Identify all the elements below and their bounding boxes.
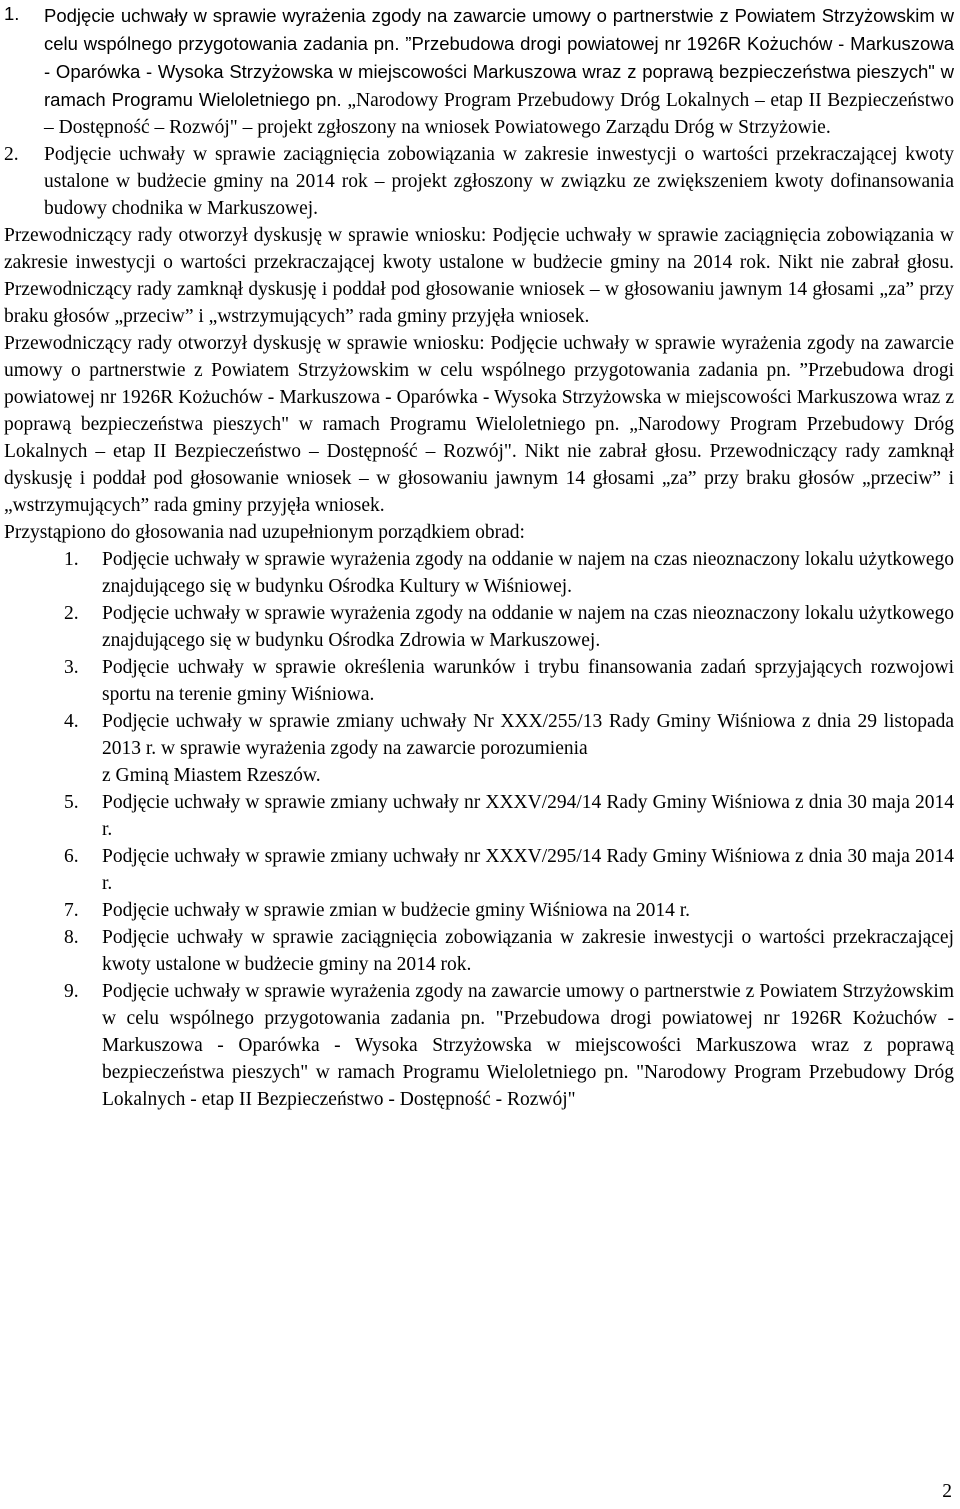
- item-number: 1.: [4, 3, 20, 24]
- item-text-serif: „Narodowy Program Przebudowy Dróg Lokalnych – etap II Bezpieczeństwo – Dostępność – Rozwój" – projekt zgłoszony na wniosek Powiatowego Zarządu Dróg w Strzyżowie.: [44, 90, 954, 138]
- item-text: Podjęcie uchwały w sprawie wyrażenia zgody na oddanie w najem na czas nieoznaczony lokalu użytkowego znajdującego się w budynku Ośrodka Zdrowia w Markuszowej.: [102, 603, 954, 651]
- page-number: 2: [942, 1481, 952, 1502]
- agenda-item-9: [64, 978, 954, 1113]
- agenda-item-5: [64, 789, 954, 843]
- item-text: Podjęcie uchwały w sprawie zmian w budżecie gminy Wiśniowa na 2014 r.: [102, 900, 691, 921]
- item-number: 1.: [64, 549, 79, 570]
- paragraph-discussion-2: Przewodniczący rady otworzył dyskusję w sprawie wniosku: Podjęcie uchwały w sprawie wyrażenia zgody na zawarcie umowy o partnerstwie z Powiatem Strzyżowskim w celu wspólnego przygotowania zadania pn. ”Przebudowa drogi powiatowej nr 1926R Kożuchów - Markuszowa - Oparówka - Wysoka Strzyżowska w miejscowości Markuszowa wraz z poprawą bezpieczeństwa pieszych" w ramach Programu Wieloletniego pn. „Narodowy Program Przebudowy Dróg Lokalnych – etap II Bezpieczeństwo – Dostępność – Rozwój". Nikt nie zabrał głosu. Przewodniczący rady zamknął dyskusję i poddał pod głosowanie wniosek – w głosowaniu jawnym 14 głosami „za” przy braku głosów „przeciw” i „wstrzymujących” rada gminy przyjęła wniosek.: [4, 333, 954, 516]
- paragraph-agenda-intro: Przystąpiono do głosowania nad uzupełnionym porządkiem obrad:: [4, 522, 525, 543]
- agenda-item-3: [64, 654, 954, 708]
- item-number: 9.: [64, 981, 79, 1002]
- item-number: 2.: [64, 603, 79, 624]
- top-item-1: [4, 0, 954, 141]
- item-number: 7.: [64, 900, 79, 921]
- item-number: 4.: [64, 711, 79, 732]
- item-number: 6.: [64, 846, 79, 867]
- item-text: Podjęcie uchwały w sprawie zmiany uchwały nr XXXV/295/14 Rady Gminy Wiśniowa z dnia 30 maja 2014 r.: [102, 846, 954, 894]
- item-text-continuation: z Gminą Miastem Rzeszów.: [102, 765, 321, 786]
- agenda-item-8: [64, 924, 954, 978]
- paragraph-discussion-1: Przewodniczący rady otworzył dyskusję w sprawie wniosku: Podjęcie uchwały w sprawie zaciągnięcia zobowiązania w zakresie inwestycji o wartości przekraczającej kwoty ustalone w budżecie gminy na 2014 rok. Nikt nie zabrał głosu. Przewodniczący rady zamknął dyskusję i poddał pod głosowanie wniosek – w głosowaniu jawnym 14 głosami „za” przy braku głosów „przeciw” i „wstrzymujących” rada gminy przyjęła wniosek.: [4, 225, 954, 327]
- item-number: 3.: [64, 657, 79, 678]
- agenda-item-4: [64, 708, 954, 789]
- item-text: Podjęcie uchwały w sprawie zaciągnięcia zobowiązania w zakresie inwestycji o wartości przekraczającej kwoty ustalone w budżecie gminy na 2014 rok.: [102, 927, 954, 975]
- item-text: Podjęcie uchwały w sprawie zmiany uchwały nr XXXV/294/14 Rady Gminy Wiśniowa z dnia 30 maja 2014 r.: [102, 792, 954, 840]
- item-number: 8.: [64, 927, 79, 948]
- agenda-item-7: [64, 897, 954, 924]
- agenda-item-1: [64, 546, 954, 600]
- item-text: Podjęcie uchwały w sprawie określenia warunków i trybu finansowania zadań sprzyjających rozwojowi sportu na terenie gminy Wiśniowa.: [102, 657, 954, 705]
- agenda-item-6: [64, 843, 954, 897]
- item-text: Podjęcie uchwały w sprawie zmiany uchwały Nr XXX/255/13 Rady Gminy Wiśniowa z dnia 29 listopada 2013 r. w sprawie wyrażenia zgody na zawarcie porozumienia: [102, 711, 954, 759]
- agenda-item-2: [64, 600, 954, 654]
- item-number: 5.: [64, 792, 79, 813]
- item-number: 2.: [4, 144, 19, 165]
- item-text: Podjęcie uchwały w sprawie zaciągnięcia zobowiązania w zakresie inwestycji o wartości przekraczającej kwoty ustalone w budżecie gminy na 2014 rok – projekt zgłoszony w związku ze zwiększeniem kwoty dofinansowania budowy chodnika w Markuszowej.: [44, 144, 954, 219]
- top-item-2: [4, 141, 954, 222]
- item-text: Podjęcie uchwały w sprawie wyrażenia zgody na oddanie w najem na czas nieoznaczony lokalu użytkowego znajdującego się w budynku Ośrodka Kultury w Wiśniowej.: [102, 549, 954, 597]
- item-text: Podjęcie uchwały w sprawie wyrażenia zgody na zawarcie umowy o partnerstwie z Powiatem Strzyżowskim w celu wspólnego przygotowania zadania pn. "Przebudowa drogi powiatowej nr 1926R Kożuchów - Markuszowa - Oparówka - Wysoka Strzyżowska w miejscowości Markuszowa wraz z poprawą bezpieczeństwa pieszych" w ramach Programu Wieloletniego pn. "Narodowy Program Przebudowy Dróg Lokalnych - etap II Bezpieczeństwo - Dostępność - Rozwój": [102, 981, 954, 1110]
- item-text-sans: Podjęcie uchwały w sprawie wyrażenia zgody na zawarcie umowy o partnerstwie z Powiatem Strzyżowskim w celu wspólnego przygotowania zadania pn. ”Przebudowa drogi powiatowej nr 1926R Kożuchów - Markuszowa - Oparówka - Wysoka Strzyżowska w miejscowości Markuszowa wraz z poprawą bezpieczeństwa pieszych" w ramach Programu Wieloletniego pn.: [44, 5, 954, 110]
